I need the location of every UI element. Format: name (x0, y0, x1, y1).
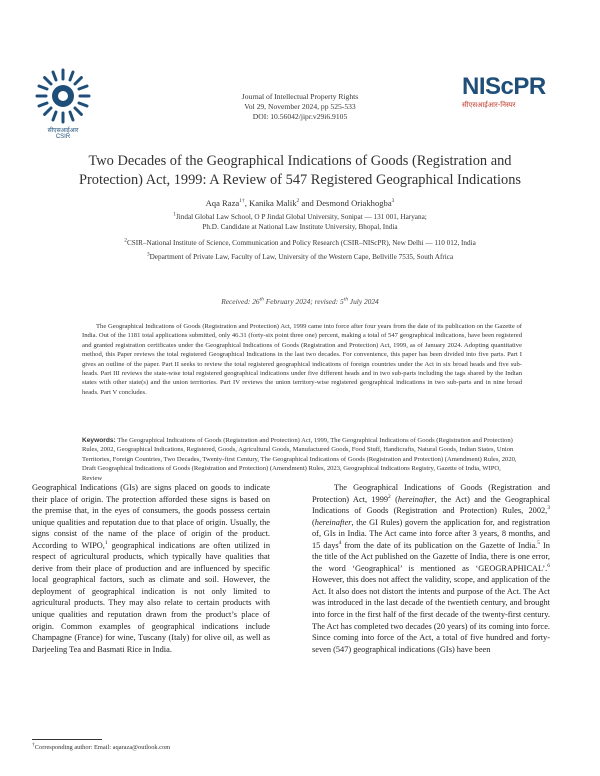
body-text: , the GI Rules) govern the application for, and registration of, GIs in India. The Act came into force after 3 years, 8 months, and 15 days (312, 517, 550, 550)
author-sup: 2 (296, 198, 300, 205)
body-column-right (312, 482, 550, 655)
footnote (32, 741, 171, 751)
affiliation-3 (40, 252, 560, 262)
title-line-2: Protection) Act, 1999: A Review of 547 Registered Geographical Indications (78, 172, 521, 188)
received-text: February 2024; revised: 5 (263, 297, 344, 306)
footnote-ref[interactable]: 3 (547, 505, 550, 512)
journal-name: Journal of Intellectual Property Rights (241, 92, 359, 101)
affiliation-sup: 3 (146, 251, 150, 258)
keywords-label: Keywords: (82, 437, 116, 444)
keywords (82, 436, 522, 483)
niscpr-logo-caption: सीएसआईआर-निस्पर (462, 101, 516, 109)
affiliation-text: Ph.D. Candidate at National Law Institute University, Bhopal, India (202, 223, 398, 231)
journal-doi[interactable]: DOI: 10.56042/jipr.v29i6.9105 (252, 111, 348, 121)
affiliation-text: CSIR–National Institute of Science, Communication and Policy Research (CSIR–NIScPR), New Delhi — 110 012, India (126, 239, 476, 247)
affiliation-text: Department of Private Law, Faculty of Law, University of the Western Cape, Bellville 7535, South Africa (149, 253, 454, 261)
footnote-text: Corresponding author: Email: aqaraza@outlook.com (34, 744, 171, 751)
received-dates (50, 297, 550, 306)
keywords-text: The Geographical Indications of Goods (Registration and Protection) Act, 1999, The Geographical Indications of Goods (Registration and Protection) Rules, 2002, Geographical Indications, Registered, Goods, Agricultural Goods, Manufactured Goods, Food Stuff, Handicrafts, Natural Goods, Indian States, Union Territories, Foreign Countries, Two Decades, Twenty-first Century, The Geographical Indications of Goods (Registration and Protection) (Amendment) Rules, 2020, Draft Geographical Indications of Goods (Registration and Protection) (Amendment) Rules, 2023, Geographical Indications Registry, Gazette of India, WIPO, Review (82, 437, 517, 482)
body-text-italic: hereinafter (397, 494, 435, 504)
csir-caption: CSIR (55, 134, 71, 140)
body-text: from the date of its publication on the Gazette of India. (341, 540, 538, 550)
journal-header (150, 92, 450, 121)
footnote-ref[interactable]: 1 (104, 539, 108, 546)
paragraph (32, 482, 270, 655)
csir-caption-hindi: सीएसआईआर (47, 127, 79, 134)
affiliation-2 (40, 238, 560, 248)
body-text: ( (312, 517, 315, 527)
footnote-rule (32, 739, 102, 740)
body-text: In the title of the Act published on the Gazette of India, there is one error, the word ‘Geographical’ is mentioned as ‘GEOGRAPHICAL’. (312, 540, 550, 573)
journal-volume: Vol 29, November 2024, pp 525-533 (244, 101, 356, 111)
paper-title (70, 152, 530, 190)
body-text-italic: hereinafter (314, 517, 352, 527)
abstract: The Geographical Indications of Goods (Registration and Protection) Act, 1999 came into force after four years from the date of its publication on the Gazette of India. Out of the 1181 total applications submitted, only 46.31 (forty-six point three one) percent, making a total of 547 geographical indications, have been registered and granted registration certificates under the Geographical Indications of Goods (Registration and Protection) Act, 1999, as of January 2024. Adopting quantitative method, this Paper reviews the total registered Geographical Indications in the last two decades. For convenience, this paper has been divided into five parts. Part I gives an outline of the paper. Part II seeks to review the total registered geographical indications of foreign countries under the Act in six broad heads and five sub-heads. Part III reviews the state-wise total registered geographical indications under five different heads and in two sub-parts including the tags shared by the Indian states with other state(s) and the union territories. Part IV reviews the union territory-wise registered geographical indications in two sub-parts and in nine broad heads. Part V concludes. (82, 323, 522, 396)
author-name: Kanika Malik (249, 198, 297, 208)
affiliation-sup: 1 (173, 211, 176, 218)
footnote-sup: † (32, 741, 35, 748)
niscpr-logo-text: NIScPR (462, 73, 546, 100)
body-text: ( (390, 494, 398, 504)
csir-logo (30, 66, 96, 150)
author-separator: , (244, 198, 250, 208)
body-text: Geographical Indications (GIs) are signs placed on goods to indicate their place of origin. The protection afforded these signs is based on the premise that, in the eyes of consumers, the goods possess certain unique qualities and reputation due to that place of origin. Usually, the signs consist of the name of the place of origin of the product. According to WIPO, (32, 483, 270, 550)
paragraph (312, 482, 550, 655)
title-line-1: Two Decades of the Geographical Indications of Goods (Registration and (88, 153, 512, 169)
affiliation-sup: 2 (124, 237, 127, 244)
received-sup: th (259, 296, 264, 303)
footnote-ref[interactable]: 5 (537, 539, 541, 546)
footnote-ref[interactable]: 6 (547, 563, 550, 570)
affiliation-1 (40, 212, 560, 232)
affiliation-text: Jindal Global Law School, O P Jindal Global University, Sonipat — 131 001, Haryana; (175, 213, 427, 221)
body-text: geographical indications are often utilized in respect of agricultural products, which typically have qualities that derive from their place of production and are influenced by specific local geographical factors, such as climate and soil. However, the deployment of geographical indication is not only limited to agricultural products. They may also relate to certain products with unique qualities and reputation drawn from the product’s place of origin. Common examples of geographical indications include Champagne (France) for wine, Tuscany (Italy) for olive oil, as well as Darjeeling Tea and Basmati Rice in India. (32, 540, 271, 654)
author-name: Desmond Oriakhogba (316, 198, 392, 208)
received-text: July 2024 (347, 297, 379, 306)
body-text: However, this does not affect the validity, scope, and application of the Act. It also does not distort the intents and purpose of the Act. The Act was introduced in the last decade of the twentieth century, and brought into force in the first half of the first decade of the twenty-first century. The Act has completed two decades (20 years) of its coming into force. Since coming into force of the Act, a total of five hundred and forty-seven (547) geographical indications (GIs) have been (312, 575, 550, 654)
author-separator: and (299, 198, 316, 208)
footnote-ref[interactable]: 2 (388, 493, 391, 500)
body-column-left (32, 482, 270, 655)
received-text: Received: 26 (221, 297, 260, 306)
author-name: Aqa Raza (205, 198, 240, 208)
author-list (50, 198, 550, 208)
niscpr-logo (462, 74, 574, 120)
received-sup: th (343, 296, 348, 303)
author-sup: 3 (391, 198, 395, 205)
body-text: , the Act) and the Geographical Indications of Goods (Registration and Protection) Rules, 2002, (312, 494, 550, 516)
footnote-ref[interactable]: 4 (338, 539, 342, 546)
body-text: The Geographical Indications of Goods (Registration and Protection) Act, 1999 (312, 483, 550, 504)
author-sup: 1† (239, 198, 245, 205)
